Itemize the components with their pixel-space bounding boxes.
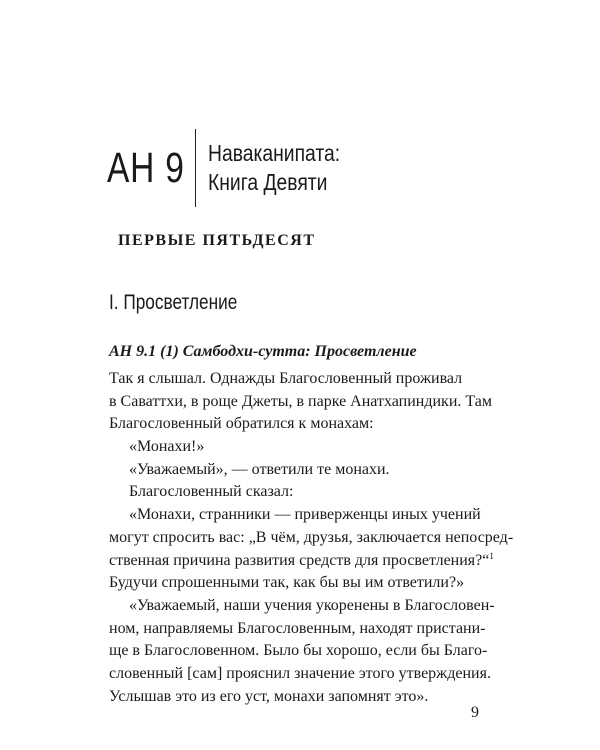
body-line: ще в Благословенном. Было бы хорошо, если бы Благо-: [109, 642, 488, 660]
chapter-number: АН 9: [107, 143, 185, 192]
chapter-header: [107, 128, 365, 208]
body-line-text: ственная причина развития средств для просветления?“: [109, 551, 490, 569]
body-line: Благословенный обратился к монахам:: [109, 415, 374, 433]
chapter-title-line-2: Книга Девяти: [208, 169, 328, 195]
sutta-title: АН 9.1 (1) Самбодхи-сутта: Просветление: [109, 343, 417, 360]
body-line: Услышав это из его уст, монахи запомнят это».: [109, 687, 429, 705]
chapter-title: [208, 139, 340, 197]
subsection-heading: I. Просветление: [109, 291, 238, 314]
body-line: Благословенный сказал:: [129, 483, 294, 501]
page-number: 9: [471, 704, 479, 721]
body-line-with-footnote: [109, 550, 499, 573]
body-line: «Уважаемый», — ответили те монахи.: [129, 460, 390, 478]
section-heading: ПЕРВЫЕ ПЯТЬДЕСЯТ: [118, 232, 316, 249]
body-line: «Монахи, странники — приверженцы иных учений: [129, 506, 481, 524]
body-line: Будучи спрошенными так, как бы вы им ответили?»: [109, 574, 465, 592]
vertical-divider: [195, 129, 196, 207]
body-text: [109, 368, 514, 708]
body-line: словенный [сам] прояснил значение этого утверждения.: [109, 664, 491, 682]
chapter-title-line-1: Наваканипата:: [208, 140, 341, 166]
body-line: Так я слышал. Однажды Благословенный проживал: [109, 370, 463, 387]
body-line: в Саваттхи, в роще Джеты, в парке Анатхапиндики. Там: [109, 392, 492, 410]
body-line: могут спросить вас: „В чём, друзья, заключается непосред-: [109, 528, 514, 546]
body-line: «Монахи!»: [129, 438, 205, 456]
footnote-marker[interactable]: 1: [489, 550, 494, 561]
body-line: ном, направляемы Благословенным, находят пристани-: [109, 619, 486, 637]
body-line: «Уважаемый, наши учения укоренены в Благословен-: [129, 596, 495, 614]
